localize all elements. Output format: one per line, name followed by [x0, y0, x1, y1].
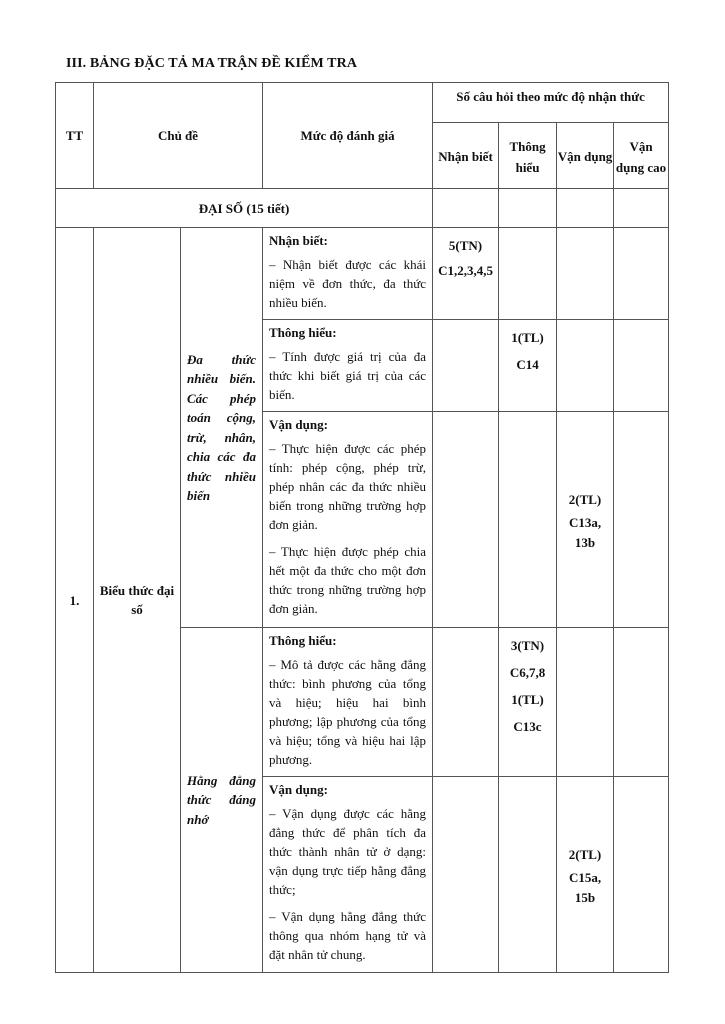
level-label: Nhận biết: [269, 233, 328, 248]
question-ids: C15a, 15b [568, 869, 602, 905]
empty-cell [614, 320, 669, 412]
level-label: Thông hiểu: [269, 633, 337, 648]
empty-cell [614, 412, 669, 628]
col-header-group: Số câu hỏi theo mức độ nhận thức [433, 83, 669, 123]
empty-cell [499, 189, 557, 228]
item-name: Biểu thức đại số [94, 228, 181, 973]
col-header-thong-hieu: Thông hiểu [499, 123, 557, 189]
col-header-van-dung-cao: Vận dụng cao [614, 123, 669, 189]
criteria-line: – Thực hiện được các phép tính: phép cộng, phép trừ, phép nhân các đa thức nhiều biến trong những trường hợp đơn giản. [269, 441, 427, 532]
question-ids: C1,2,3,4,5 [438, 263, 493, 278]
empty-cell [614, 777, 669, 973]
topic-identities: Hằng đẳng thức đáng nhớ [181, 628, 263, 973]
criteria-line: – Vận dụng hằng đẳng thức thông qua nhóm hạng tử và đặt nhân tử chung. [269, 909, 427, 962]
count-cell [557, 412, 614, 628]
level-label: Thông hiểu: [269, 325, 337, 340]
empty-cell [557, 189, 614, 228]
empty-cell [433, 777, 499, 973]
empty-cell [557, 228, 614, 320]
count-cell [433, 228, 499, 320]
col-header-tt: TT [56, 83, 94, 189]
level-label: Vận dụng: [269, 417, 328, 432]
count-cell [499, 320, 557, 412]
question-ids: C13a, 13b [568, 514, 602, 550]
empty-cell [614, 189, 669, 228]
empty-cell [433, 412, 499, 628]
section-heading: III. BẢNG ĐẶC TẢ MA TRẬN ĐỀ KIỂM TRA [66, 56, 358, 71]
question-count: 2(TL) [568, 491, 602, 507]
criteria-line: – Tính được giá trị của đa thức khi biết giá trị của các biến. [269, 349, 427, 402]
question-count: 3(TN) [510, 638, 545, 653]
empty-cell [433, 189, 499, 228]
question-count: 1(TL) [511, 330, 544, 345]
spec-matrix-table [55, 82, 669, 973]
question-count: 5(TN) [448, 238, 483, 253]
empty-cell [433, 320, 499, 412]
question-ids: C14 [516, 357, 539, 372]
criteria-line: – Nhận biết được các khái niệm về đơn thức, đa thức nhiều biến. [269, 257, 427, 310]
col-header-nhan-biet: Nhận biết [433, 123, 499, 189]
section-label-algebra: ĐẠI SỐ (15 tiết) [56, 189, 433, 228]
criteria-line: – Vận dụng được các hằng đẳng thức để phân tích đa thức thành nhân tử ở dạng: vận dụng trực tiếp hằng đẳng thức; [269, 806, 427, 897]
empty-cell [499, 412, 557, 628]
empty-cell [614, 228, 669, 320]
empty-cell [499, 777, 557, 973]
criteria-cell [263, 412, 433, 628]
criteria-line: – Mô tả được các hằng đẳng thức: bình phương của tổng và hiệu; hiệu hai bình phương; lập phương của tổng và hiệu; tổng và hiệu hai lập phương. [269, 657, 427, 767]
col-header-topic: Chủ đề [94, 83, 263, 189]
col-header-van-dung: Vận dụng [557, 123, 614, 189]
empty-cell [557, 320, 614, 412]
empty-cell [433, 628, 499, 777]
empty-cell [499, 228, 557, 320]
criteria-cell [263, 228, 433, 320]
level-label: Vận dụng: [269, 782, 328, 797]
question-ids: C13c [513, 719, 542, 734]
topic-polynomials: Đa thức nhiều biến. Các phép toán cộng, trừ, nhân, chia các đa thức nhiều biến [181, 228, 263, 628]
empty-cell [557, 628, 614, 777]
count-cell [557, 777, 614, 973]
count-cell [499, 628, 557, 777]
empty-cell [614, 628, 669, 777]
col-header-criteria: Mức độ đánh giá [263, 83, 433, 189]
question-ids: C6,7,8 [509, 665, 546, 680]
item-number: 1. [56, 228, 94, 973]
criteria-line: – Thực hiện được phép chia hết một đa thức cho một đơn thức trong những trường hợp đơn giản. [269, 544, 427, 616]
criteria-cell [263, 777, 433, 973]
criteria-cell [263, 628, 433, 777]
question-count: 1(TL) [511, 692, 544, 707]
criteria-cell [263, 320, 433, 412]
question-count: 2(TL) [568, 846, 602, 862]
